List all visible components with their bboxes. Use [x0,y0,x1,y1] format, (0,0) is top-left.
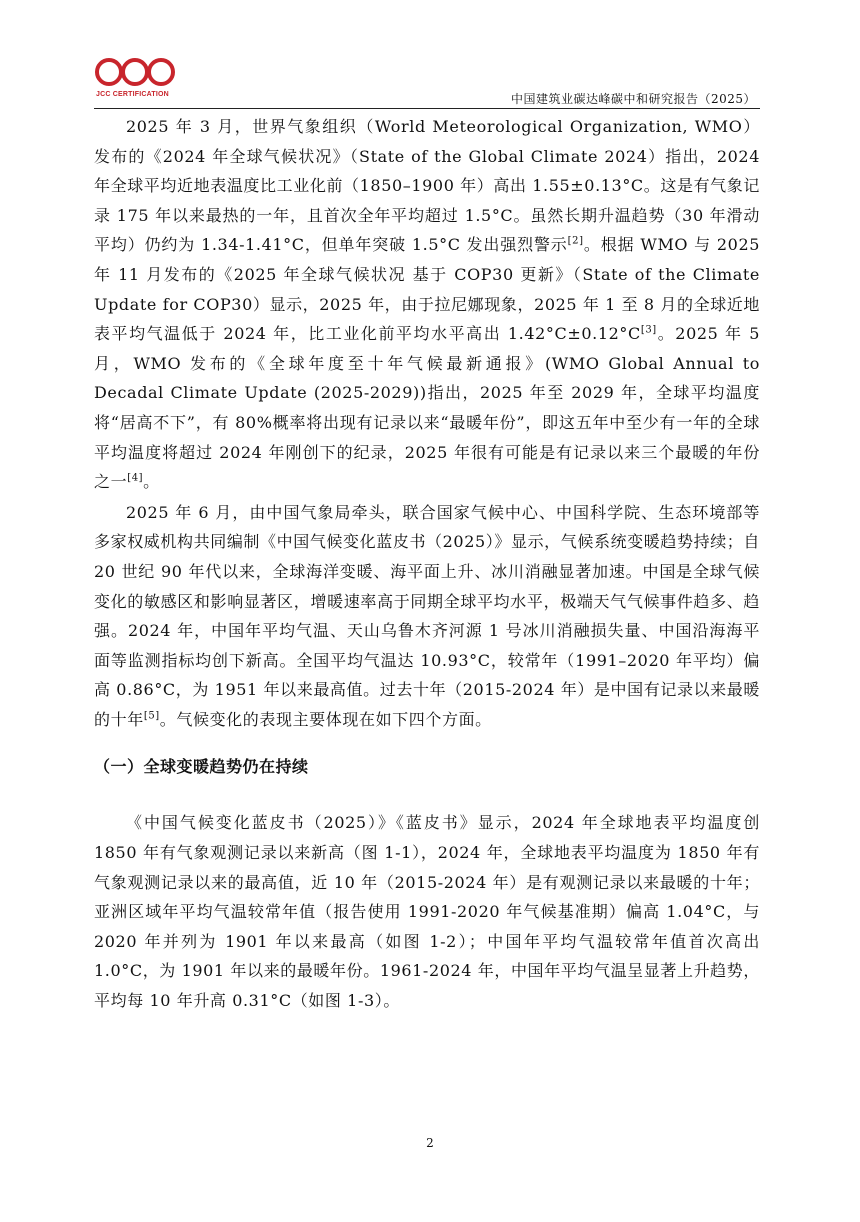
citation-ref: [5] [143,710,160,722]
jcc-logo [94,56,176,102]
paragraph-3: 《中国气候变化蓝皮书（2025）》《蓝皮书》显示，2024 年全球地表平均温度创 1850 年有气象观测记录以来新高（图 1-1），2024 年，全球地表平均温度为 1850 年有气象观测记录以来的最高值，近 10 年（2015-2024 年）是有观测记录以来最暖的十年；亚洲区域年平均气温较常年值（报告使用 1991-2020 年气候基准期）偏高 1.04°C，与 2020 年并列为 1901 年以来最高（如图 1-2）；中国年平均气温较常年值首次高出 1.0°C，为 1901 年以来的最暖年份。1961-2024 年，中国年平均气温呈显著上升趋势，平均每 10 年升高 0.31°C（如图 1-3）。 [94,813,760,1011]
section-heading: （一）全球变暖趋势仍在持续 [94,757,309,777]
citation-ref: [2] [567,236,584,248]
jcc-rings-icon [94,56,176,90]
header-divider [94,108,760,109]
paragraph-2: 2025 年 6 月，由中国气象局牵头，联合国家气候中心、中国科学院、生态环境部等多家权威机构共同编制《中国气候变化蓝皮书（2025）》显示，气候系统变暖趋势持续；自 20 世纪 90 年代以来，全球海洋变暖、海平面上升、冰川消融显著加速。中国是全球气候变化的敏感区和影响显著区，增暖速率高于同期全球平均水平，极端天气气候事件趋多、趋强。2024 年，中国年平均气温、天山乌鲁木齐河源 1 号冰川消融损失量、中国沿海海平面等监测指标均创下新高。全国平均气温达 10.93°C，较常年（1991–2020 年平均）偏高 0.86°C，为 1951 年以来最高值。过去十年（2015-2024 年）是中国有记录以来最暖的十年[5]。气候变化的表现主要体现在如下四个方面。 [94,502,760,729]
paragraph-1: 2025 年 3 月，世界气象组织（World Meteorological Organization, WMO）发布的《2024 年全球气候状况》（State of the Global Climate 2024）指出，2024 年全球平均近地表温度比工业化前（1850–1900 年）高出 1.55±0.13°C。这是有气象记录 175 年以来最热的一年，且首次全年平均超过 1.5°C。虽然长期升温趋势（30 年滑动平均）仍约为 1.34-1.41°C，但单年突破 1.5°C 发出强烈警示[2]。根据 WMO 与 2025 年 11 月发布的《2025 年全球气候状况 基于 COP30 更新》（State of the Climate Update for COP30）显示，2025 年，由于拉尼娜现象，2025 年 1 至 8 月的全球近地表平均气温低于 2024 年，比工业化前平均水平高出 1.42°C±0.12°C[3]。2025 年 5 月，WMO 发布的《全球年度至十年气候最新通报》(WMO Global Annual to Decadal Climate Update (2025-2029))指出，2025 年至 2029 年，全球平均温度将“居高不下”，有 80%概率将出现有记录以来“最暖年份”，即这五年中至少有一年的全球平均温度将超过 2024 年刚创下的纪录，2025 年很有可能是有记录以来三个最暖的年份之一[4]。 [94,117,761,492]
citation-ref: [3] [640,324,657,336]
page-body [94,112,760,1016]
report-title: 中国建筑业碳达峰碳中和研究报告（2025） [510,92,756,106]
page-number: 2 [426,1136,434,1150]
citation-ref: [4] [127,472,144,484]
logo-text: JCC CERTIFICATION [96,91,169,98]
